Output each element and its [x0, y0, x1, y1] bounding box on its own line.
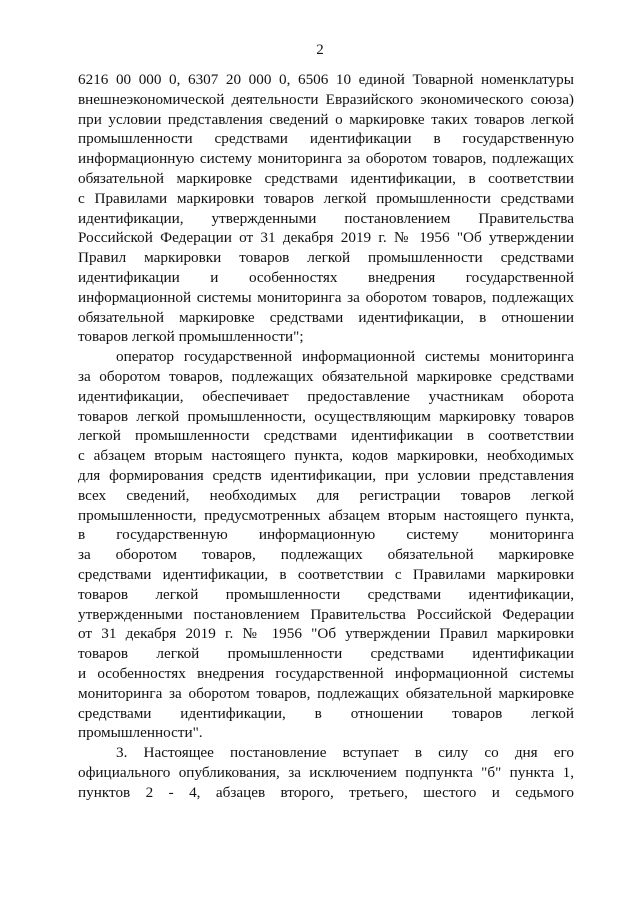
- text-line: при условии представления сведений о маркировке таких товаров легкой: [78, 110, 574, 128]
- text-line: от 31 декабря 2019 г. № 1956 "Об утверждении Правил маркировки: [78, 625, 574, 643]
- text-line: средствами идентификации, в соответствии с Правилами маркировки: [78, 565, 574, 583]
- paragraph: [78, 347, 574, 743]
- text-line: информационную систему мониторинга за оборотом товаров, подлежащих: [78, 150, 574, 168]
- text-line: промышленности, предусмотренных абзацем вторым настоящего пункта,: [78, 506, 574, 524]
- text-line: 3. Настоящее постановление вступает в силу со дня его: [116, 744, 574, 762]
- text-line: обязательной маркировке средствами идентификации, в отношении: [78, 308, 574, 326]
- text-line: идентификации, обеспечивает предоставление участникам оборота: [78, 387, 574, 405]
- text-line: промышленности".: [78, 724, 203, 742]
- text-line: оператор государственной информационной системы мониторинга: [116, 348, 574, 366]
- text-line: за оборотом товаров, подлежащих обязательной маркировке: [78, 546, 574, 564]
- text-line: Правил маркировки товаров легкой промышленности средствами: [78, 249, 574, 267]
- text-line: товаров легкой промышленности средствами идентификации,: [78, 585, 574, 603]
- text-line: и особенностях внедрения государственной информационной системы: [78, 664, 574, 682]
- paragraph: [78, 743, 574, 802]
- page-number: 2: [316, 42, 324, 58]
- text-line: идентификации и особенностях внедрения государственной: [78, 268, 574, 286]
- text-line: с Правилами маркировки товаров легкой промышленности средствами: [78, 189, 574, 207]
- text-line: товаров легкой промышленности средствами идентификации: [78, 645, 574, 663]
- text-line: средствами идентификации, в отношении товаров легкой: [78, 704, 574, 722]
- text-line: информационной системы мониторинга за оборотом товаров, подлежащих: [78, 288, 574, 306]
- text-line: идентификации, утвержденными постановлением Правительства: [78, 209, 574, 227]
- text-line: обязательной маркировке средствами идентификации, в соответствии: [78, 169, 574, 187]
- text-line: 6216 00 000 0, 6307 20 000 0, 6506 10 единой Товарной номенклатуры: [78, 71, 574, 88]
- text-line: товаров легкой промышленности, осуществляющим маркировку товаров: [78, 407, 574, 425]
- text-line: внешнеэкономической деятельности Евразийского экономического союза): [78, 90, 574, 108]
- text-line: промышленности средствами идентификации в государственную: [78, 130, 574, 148]
- paragraph: [78, 70, 574, 347]
- text-line: легкой промышленности средствами идентификации в соответствии: [78, 427, 574, 445]
- text-line: за оборотом товаров, подлежащих обязательной маркировке средствами: [78, 367, 574, 385]
- text-line: всех сведений, необходимых для регистрации товаров легкой: [78, 486, 574, 504]
- text-line: с абзацем вторым настоящего пункта, кодов маркировки, необходимых: [78, 447, 574, 465]
- text-line: мониторинга за оборотом товаров, подлежащих обязательной маркировке: [78, 684, 574, 702]
- text-line: Российской Федерации от 31 декабря 2019 г. № 1956 "Об утверждении: [78, 229, 574, 247]
- text-line: товаров легкой промышленности";: [78, 328, 304, 346]
- text-line: утвержденными постановлением Правительства Российской Федерации: [78, 605, 574, 623]
- text-line: в государственную информационную систему мониторинга: [78, 526, 574, 544]
- text-line: пунктов 2 - 4, абзацев второго, третьего, шестого и седьмого: [78, 783, 574, 801]
- text-line: официального опубликования, за исключением подпункта "б" пункта 1,: [78, 763, 574, 781]
- document-body: [78, 70, 574, 802]
- text-line: для формирования средств идентификации, при условии представления: [78, 466, 574, 484]
